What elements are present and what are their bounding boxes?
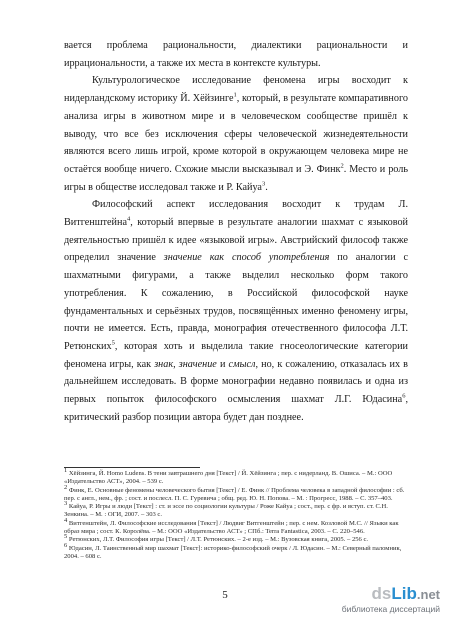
paragraph-3 [64,196,408,426]
body-text [64,37,408,426]
emphasis: значение как способ употребления [163,252,330,264]
text-run: . Место и роль игры в обществе исследовал также и Р. Кайуа [64,163,408,193]
footnote-ref[interactable]: 6 [402,392,406,400]
brand-ds: ds [371,584,392,603]
footnote-ref[interactable]: 4 [126,215,131,223]
footnote-text: Кайуа, Р. Игры и люди [Текст] : ст. и эссе по социологии культуры / Роже Кайуа ; сост., пер. с фр. и вступ. ст. С.Н. Зенкина. – М. : ОГИ, 2007. – 303 с. [64,503,388,519]
brand-dot: . [416,587,421,602]
footnote-number: 4 [64,516,68,524]
footnote-text: Юдасин, Л. Таинственный мир шахмат [Текст]: историко-философский очерк / Л. Юдасин. – М.: Северный паломник, 2004. – 608 с. [64,544,402,560]
footnote-number: 3 [64,500,68,507]
footnote [64,466,408,487]
brand-lib: Lib [391,584,417,603]
text-run: , но, к сожалению, отказалась их в дальнейшем исследовать. В форме монографии недавно появилась и одна из первых попыток философского осмысления шахмат Л.Г. Юдасина [64,358,408,406]
text-run: по аналогии с шахматными фигурами, а также выделил несколько форм такого употребления. К сожалению, в Российской философской науке фундаментальных и серьёзных трудов, посвящённых именно феномену игры, почти не имеется. Есть, правда, монография отечественного философа Л.Т. Ретюнских [64,252,408,352]
footnote-ref[interactable]: 1 [233,91,237,99]
footnote-text: Витгенштейн, Л. Философские исследования [Текст] / Людвиг Витгенштейн ; пер. с нем. Козловой М.С. // Языки как образ мира ; сост. К. Королёва. – М.: ООО «Издательство АСТ» ; СПб.: Terra Fantastica, 2003. – С. 220–546. [64,519,399,536]
text-run: и [216,358,229,370]
text-run: , критический разбор позиции автора будет дан позднее. [64,394,408,423]
footnote-text: Хёйзинга, Й. Homo Ludens. В тени завтрашнего дня [Текст] / Й. Хёйзинга ; пер. с нидерланд. В. Ошиса. – М.: ООО «Издательство АСТ», 2004. – 539 с. [64,470,393,486]
footnote-number: 1 [64,466,68,474]
footnote [64,516,408,537]
footnote-text: Финк, Е. Основные феномены человеческого бытия [Текст] / Е. Финк // Проблема человека в западной философии : сб. пер. с англ., нем., фр. ; сост. и послесл. П. С. Гуревича ; общ. ред. Ю. Н. Попова. – М. : Прогресс, 1988. – С. 357–403. [64,486,405,502]
footnote-ref[interactable]: 5 [111,339,115,347]
text-run: , [173,358,179,370]
emphasis: знак [154,358,174,370]
text-run: , которая хоть и выделила такие гносеологические категории феномена игры, как [64,340,408,370]
page-number: 5 [222,589,228,601]
footnote-ref[interactable]: 3 [261,180,266,188]
footnote-divider [64,467,200,468]
brand-tld: net [420,587,440,602]
footnote [64,541,408,562]
text-run: Философский аспект исследования восходит к трудам Л. Витгенштейна [64,199,408,229]
footnotes [64,466,408,561]
dslib-watermark-logo[interactable] [290,585,440,617]
watermark-brand [372,585,440,604]
footnote [64,533,408,544]
text-run: Культурологическое исследование феномена игры восходит к нидерландскому историку Й. Хёйзинге [64,75,408,105]
text-run: . [265,181,268,193]
emphasis: смысл [228,358,256,370]
paragraph-2 [64,72,408,196]
emphasis: значение [178,358,217,370]
footnote [64,500,408,520]
footnote-number: 5 [64,533,68,541]
paragraph-1: вается проблема рациональности, диалектики рациональности и иррациональности, а также их места в контексте культуры. [64,40,408,69]
text-run: , который впервые в результате аналогии шахмат с языковой деятельностью пришёл к идее «языковой игры». Австрийский философ также определил значение [64,217,408,264]
watermark-subtitle: библиотека диссертаций [341,604,440,614]
footnote-ref[interactable]: 2 [340,162,344,170]
text-run: , который, в результате компаративного анализа игры в животном мире и в человеческом сообществе пришёл к выводу, что все без исключения сферы человеческой жизнедеятельности являются всего лишь игрой, кроме которой в окружающем человека мире не остаётся вообще ничего. Схожие мысли высказывал и Э. Финк [64,93,408,175]
footnote-text: Ретюнских, Л.Т. Философия игры [Текст] / Л.Т. Ретюнских. – 2-е изд. – М.: Вузовская книга, 2005. – 256 с. [68,536,369,544]
footnote [64,483,408,504]
footnote-number: 2 [64,483,68,491]
footnote-number: 6 [64,541,68,549]
